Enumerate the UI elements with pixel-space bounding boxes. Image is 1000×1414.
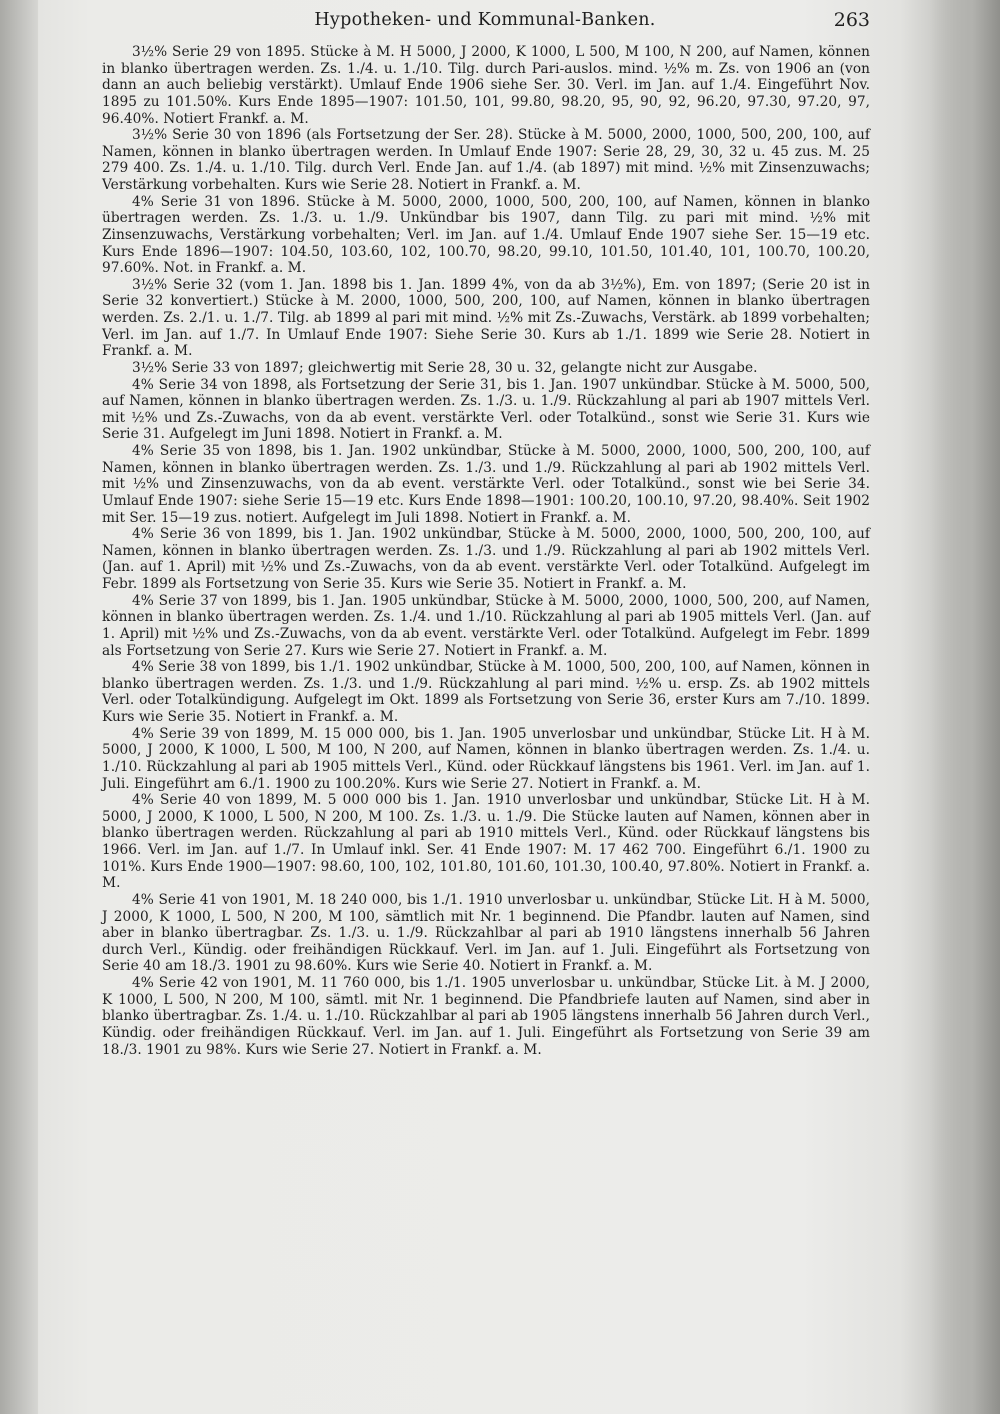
paragraph-serie-32: 3½% Serie 32 (vom 1. Jan. 1898 bis 1. Jan. 1899 4%, von da ab 3½%), Em. von 1897; (Serie 20 ist in Serie 32 konvertiert.) Stücke à M. 2000, 1000, 500, 200, 100, auf Namen, können in blanko übertragen werden. Zs. 2./1. u. 1./7. Tilg. ab 1899 al pari mit mind. ½% mit Zs.-Zuwachs, Verstärk. ab 1899 vorbehalten; Verl. im Jan. auf 1./7. In Umlauf Ende 1907: Siehe Serie 30. Kurs ab 1./1. 1899 wie Serie 28. Notiert in Frankf. a. M. (102, 276, 870, 360)
paragraph-serie-40: 4% Serie 40 von 1899, M. 5 000 000 bis 1. Jan. 1910 unverlosbar und unkündbar, Stücke Lit. H à M. 5000, J 2000, K 1000, L 500, N 200, M 100. Zs. 1./3. u. 1./9. Die Stücke lauten auf Namen, können aber in blanko übertragen werden. Rückzahlung al pari ab 1910 mittels Verl., Künd. oder Rückkauf längstens bis 1966. Verl. im Jan. auf 1./7. In Umlauf inkl. Ser. 41 Ende 1907: M. 17 462 700. Eingeführt 6./1. 1900 zu 101%. Kurs Ende 1900—1907: 98.60, 100, 102, 101.80, 101.60, 101.30, 100.40, 97.80%. Notiert in Frankf. a. M. (102, 792, 870, 892)
running-head: Hypotheken- und Kommunal-Banken. (314, 10, 656, 30)
body-text (102, 44, 870, 1058)
page-header (100, 8, 870, 34)
paragraph-serie-39: 4% Serie 39 von 1899, M. 15 000 000, bis 1. Jan. 1905 unverlosbar und unkündbar, Stücke Lit. H à M. 5000, J 2000, K 1000, L 500, M 100, N 200, auf Namen, können in blanko übertragen werden. Zs. 1./4. u. 1./10. Rückzahlung al pari ab 1905 mittels Verl., Künd. oder Rückkauf längstens bis 1961. Verl. im Jan. auf 1. Juli. Eingeführt am 6./1. 1900 zu 100.20%. Kurs wie Serie 27. Notiert in Frankf. a. M. (102, 725, 870, 792)
paragraph-serie-36: 4% Serie 36 von 1899, bis 1. Jan. 1902 unkündbar, Stücke à M. 5000, 2000, 1000, 500, 200, 100, auf Namen, können in blanko übertragen werden. Zs. 1./3. und 1./9. Rückzahlung al pari ab 1902 mittels Verl. (Jan. auf 1. April) mit ½% und Zs.-Zuwachs, von da ab event. verstärkte Verl. oder Totalkünd. Aufgelegt im Febr. 1899 als Fortsetzung von Serie 35. Kurs wie Serie 35. Notiert in Frankf. a. M. (102, 526, 870, 592)
paragraph-serie-38: 4% Serie 38 von 1899, bis 1./1. 1902 unkündbar, Stücke à M. 1000, 500, 200, 100, auf Namen, können in blanko übertragen werden. Zs. 1./3. und 1./9. Rückzahlung al pari mind. ½% u. ersp. Zs. ab 1902 mittels Verl. oder Totalkündigung. Aufgelegt im Okt. 1899 als Fortsetzung von Serie 36, erster Kurs am 7./10. 1899. Kurs wie Serie 35. Notiert in Frankf. a. M. (102, 659, 870, 725)
binding-gutter-left (0, 0, 38, 1414)
page-number: 263 (833, 9, 870, 31)
paragraph-serie-42: 4% Serie 42 von 1901, M. 11 760 000, bis 1./1. 1905 unverlosbar u. unkündbar, Stücke Lit. à M. J 2000, K 1000, L 500, N 200, M 100, sämtl. mit Nr. 1 beginnend. Die Pfandbriefe lauten auf Namen, sind aber in blanko übertragbar. Zs. 1./4. u. 1./10. Rückzahlbar al pari ab 1905 längstens innerhalb 56 Jahren durch Verl., Kündig. oder freihändigen Rückkauf. Verl. im Jan. auf 1. Juli. Eingeführt als Fortsetzung von Serie 39 am 18./3. 1901 zu 98%. Kurs wie Serie 27. Notiert in Frankf. a. M. (102, 975, 870, 1058)
paragraph-serie-34: 4% Serie 34 von 1898, als Fortsetzung der Serie 31, bis 1. Jan. 1907 unkündbar. Stücke à M. 5000, 500, auf Namen, können in blanko übertragen werden. Zs. 1./3. u. 1./9. Rückzahlung al pari ab 1907 mittels Verl. mit ½% und Zs.-Zuwachs, von da ab event. verstärkte Verl. oder Totalkünd., sonst wie Serie 31. Kurs wie Serie 31. Aufgelegt im Juni 1898. Notiert in Frankf. a. M. (102, 376, 870, 443)
paragraph-serie-41: 4% Serie 41 von 1901, M. 18 240 000, bis 1./1. 1910 unverlosbar u. unkündbar, Stücke Lit. H à M. 5000, J 2000, K 1000, L 500, N 200, M 100, sämtlich mit Nr. 1 beginnend. Die Pfandbr. lauten auf Namen, sind aber in blanko übertragbar. Zs. 1./3. u. 1./9. Rückzahlbar al pari ab 1910 längstens innerhalb 56 Jahren durch Verl., Kündig. oder freihändigen Rückkauf. Verl. im Jan. auf 1. Juli. Eingeführt als Fortsetzung von Serie 40 am 18./3. 1901 zu 98.60%. Kurs wie Serie 40. Notiert in Frankf. a. M. (102, 891, 870, 975)
paragraph-serie-37: 4% Serie 37 von 1899, bis 1. Jan. 1905 unkündbar, Stücke à M. 5000, 2000, 1000, 500, 200, auf Namen, können in blanko übertragen werden. Zs. 1./4. und 1./10. Rückzahlung al pari ab 1905 mittels Verl. (Jan. auf 1. April) mit ½% und Zs.-Zuwachs, von da ab event. verstärkte Verl. oder Totalkünd. Aufgelegt im Febr. 1899 als Fortsetzung von Serie 27. Kurs wie Serie 27. Notiert in Frankf. a. M. (102, 592, 870, 659)
paragraph-serie-33: 3½% Serie 33 von 1897; gleichwertig mit Serie 28, 30 u. 32, gelangte nicht zur Ausgabe. (132, 359, 758, 376)
paragraph-serie-31: 4% Serie 31 von 1896. Stücke à M. 5000, 2000, 1000, 500, 200, 100, auf Namen, können in blanko übertragen werden. Zs. 1./3. u. 1./9. Unkündbar bis 1907, dann Tilg. zu pari mit mind. ½% mit Zinsenzuwachs, Verstärkung vorbehalten; Verl. im Jan. auf 1./4. Umlauf Ende 1907 siehe Ser. 15—19 etc. Kurs Ende 1896—1907: 104.50, 103.60, 102, 100.70, 98.20, 99.10, 101.50, 101.40, 101, 100.70, 100.20, 97.60%. Not. in Frankf. a. M. (102, 193, 870, 277)
paragraph-serie-30: 3½% Serie 30 von 1896 (als Fortsetzung der Ser. 28). Stücke à M. 5000, 2000, 1000, 500, 200, 100, auf Namen, können in blanko übertragen werden. In Umlauf Ende 1907: Serie 28, 29, 30, 32 u. 45 zus. M. 25 279 400. Zs. 1./4. u. 1./10. Tilg. durch Verl. Ende Jan. auf 1./4. (ab 1897) mit mind. ½% mit Zinsenzuwachs; Verstärkung vorbehalten. Kurs wie Serie 28. Notiert in Frankf. a. M. (102, 127, 870, 193)
paragraph-serie-35: 4% Serie 35 von 1898, bis 1. Jan. 1902 unkündbar, Stücke à M. 5000, 2000, 1000, 500, 200, 100, auf Namen, können in blanko übertragen werden. Zs. 1./3. und 1./9. Rückzahlung al pari ab 1902 mittels Verl. mit ½% und Zinsenzuwachs, von da ab event. verstärkte Verl. oder Totalkünd., sonst wie bei Serie 34. Umlauf Ende 1907: siehe Serie 15—19 etc. Kurs Ende 1898—1901: 100.20, 100.10, 97.20, 98.40%. Seit 1902 mit Ser. 15—19 zus. notiert. Aufgelegt im Juli 1898. Notiert in Frankf. a. M. (102, 443, 870, 526)
paragraph-serie-29: 3½% Serie 29 von 1895. Stücke à M. H 5000, J 2000, K 1000, L 500, M 100, N 200, auf Namen, können in blanko übertragen werden. Zs. 1./4. u. 1./10. Tilg. durch Pari-auslos. mind. ½% m. Zs. von 1906 an (von dann an auch beliebig verstärkt). Umlauf Ende 1906 siehe Ser. 30. Verl. im Jan. auf 1./4. Eingeführt Nov. 1895 zu 101.50%. Kurs Ende 1895—1907: 101.50, 101, 99.80, 98.20, 95, 90, 92, 96.20, 97.30, 97.20, 97, 96.40%. Notiert Frankf. a. M. (102, 44, 870, 127)
page-edge-right (930, 0, 1000, 1414)
